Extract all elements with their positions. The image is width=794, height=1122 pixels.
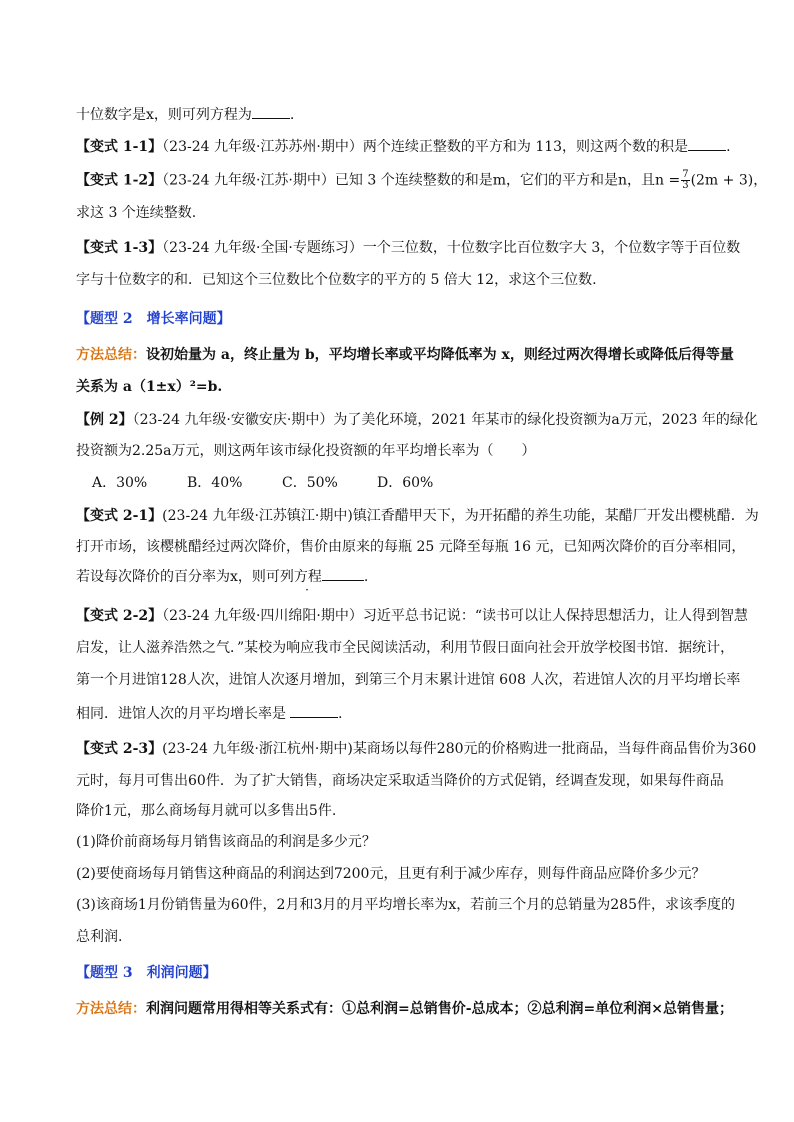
method-summary-3: 方法总结：利润问题常用得相等关系式有：①总利润=总销售价-总成本；②总利润=单位利润×总销售量； (76, 1001, 733, 1017)
variant-1-1: 【变式 1-1】（23-24 九年级·江苏苏州·期中）两个连续正整数的平方和为 113，则这两个数的积是 . (76, 136, 731, 157)
sub-question-1: (1)降价前商场每月销售该商品的利润是多少元？ (76, 834, 376, 850)
text-line: 投资额为2.25a万元，则这两年该市绿化投资额的年平均增长率为（ ） (76, 443, 536, 459)
text-line: 求这 3 个连续整数. (76, 205, 197, 221)
text-line: 关系为 a（1±x）²=b. (76, 379, 223, 395)
answer-blank[interactable] (252, 104, 290, 119)
sub-question-2: (2)要使商场每月销售这种商品的利润达到7200元，且更有利于减少库存，则每件商品应降价多少元？ (76, 866, 706, 882)
text-line: 总利润. (76, 929, 123, 945)
text-line: 字与十位数字的和．已知这个三位数比个位数字的平方的 5 倍大 12，求这个三位数. (76, 272, 597, 288)
text-line: 十位数字是x，则可列方程为 . (76, 104, 294, 125)
text-line: 打开市场，该樱桃醋经过两次降价，售价由原来的每瓶 25 元降至每瓶 16 元，已知两次降价的百分率相同， (76, 539, 746, 555)
variant-1-2: 【变式 1-2】（23-24 九年级·江苏·期中）已知 3 个连续整数的和是m，它们的平方和是n，且n = $\frac{7}{3}$ (2m + 3)， (76, 169, 768, 191)
text-line: 若设每次降价的百分率为x，则可列方程 . (76, 566, 368, 587)
method-summary-2: 方法总结：设初始量为 a，终止量为 b，平均增长率或平均降低率为 x，则经过两次得增长或降低后得等量 (76, 347, 734, 363)
option-c[interactable]: C．50% (282, 475, 338, 491)
text-line: 第一个月进馆128人次，进馆人次逐月增加，到第三个月末累计进馆 608 人次，若进馆人次的月平均增长率 (76, 672, 741, 688)
section-heading-type-2: 【题型 2 增长率问题】 (76, 311, 231, 327)
section-heading-type-3: 【题型 3 利润问题】 (76, 965, 217, 981)
answer-blank[interactable] (290, 703, 338, 718)
variant-1-3: 【变式 1-3】（23-24 九年级·全国·专题练习）一个三位数，十位数字比百位数字大 3，个位数字等于百位数 (76, 240, 741, 256)
example-2: 【例 2】（23-24 九年级·安徽安庆·期中）为了美化环境，2021 年某市的绿化投资额为a万元，2023 年的绿化 (76, 412, 758, 428)
variant-2-3: 【变式 2-3】(23-24 九年级·浙江杭州·期中)某商场以每件280元的价格购进一批商品，当每件商品售价为360 (76, 741, 757, 757)
answer-options (92, 473, 472, 493)
option-d[interactable]: D．60% (377, 475, 434, 491)
answer-blank[interactable] (322, 566, 364, 581)
text-line: 降价1元，那么商场每月就可以多售出5件. (76, 803, 337, 819)
answer-blank[interactable] (688, 136, 726, 151)
text-line: 相同．进馆人次的月平均增长率是 . (76, 703, 342, 724)
fraction: $\frac{7}{3}$ (682, 169, 689, 191)
option-a[interactable]: A．30% (92, 475, 148, 491)
option-b[interactable]: B．40% (187, 475, 243, 491)
variant-2-1: 【变式 2-1】(23-24 九年级·江苏镇江·期中)镇江香醋甲天下，为开拓醋的养生功能，某醋厂开发出樱桃醋．为 (76, 508, 759, 524)
text-line: 启发，让人滋养浩然之气．”某校为响应我市全民阅读活动，利用节假日面向社会开放学校图书馆．据统计， (76, 640, 735, 656)
text-line: 元时，每月可售出60件．为了扩大销售，商场决定采取适当降价的方式促销，经调查发现，如果每件商品 (76, 773, 724, 789)
sub-question-3: (3)该商场1月份销售量为60件，2月和3月的月平均增长率为x，若前三个月的总销量为285件，求该季度的 (76, 897, 735, 913)
variant-2-2: 【变式 2-2】（23-24 九年级·四川绵阳·期中）习近平总书记说：“读书可以让人保持思想活力，让人得到智慧 (76, 608, 749, 624)
